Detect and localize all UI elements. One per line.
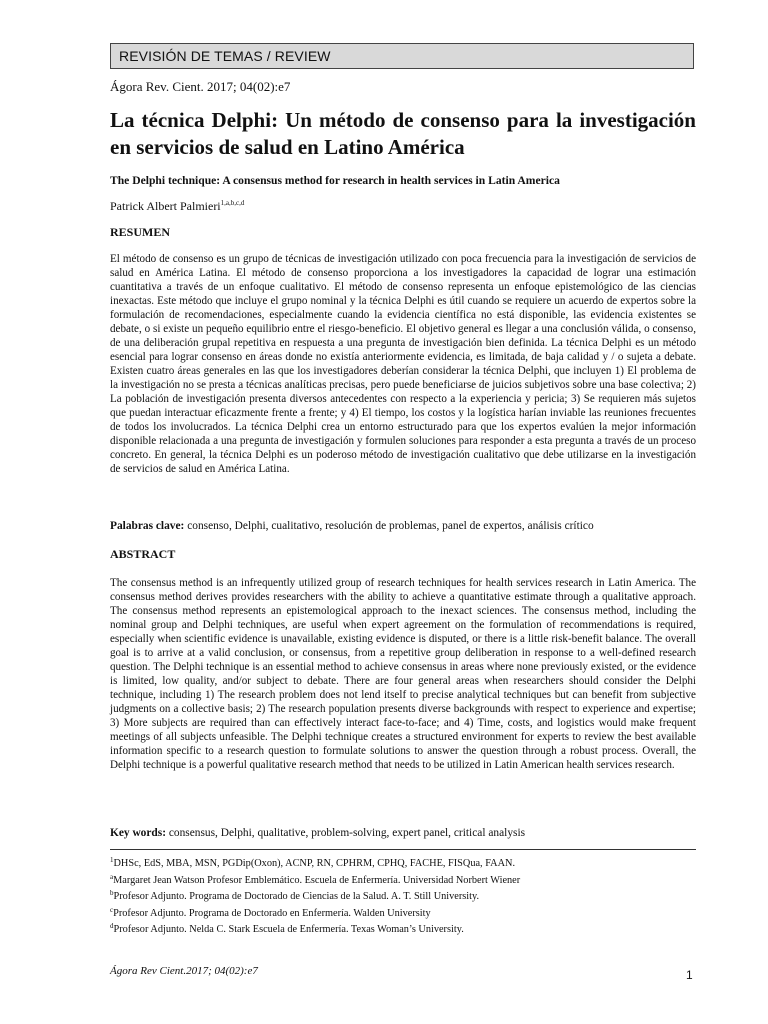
resumen-text: El método de consenso es un grupo de técnicas de investigación utilizado con poca frecuencia para la investigación de servicios de salud en América Latina. El método de consenso proporciona a los investigadores la capacidad de lograr una estimación cuantitativa a través de un enfoque cualitativo. El método de consenso representa un enfoque epistemológico de las ciencias inexactas. Este método que incluye el grupo nominal y la técnica Delphi es útil cuando se requiere un acuerdo de expertos sobre la formulación de recomendaciones, especialmente cuando la evidencia científica no está disponible, las evidencia existentes se debate, o si existe un pequeño equilibrio entre el riesgo-beneficio. El objetivo general es llegar a una conclusión válida, o consenso, de una deliberación grupal repetitiva en respuesta a una pregunta de investigación bien definida. La técnica Delphi es un método esencial para lograr consenso en áreas donde no existía anteriormente evidencia, es limitada, de baja calidad y / o sujeta a debate. Existen cuatro áreas generales en las que los investigadores deberían considerar la técnica Delphi, que incluyen 1) El problema de la investigación no se presta a técnicas analíticas precisas, pero puede beneficiarse de juicios subjetivos sobre una base colectiva; 2) La población de investigación presenta diversos antecedentes con respecto a la experiencia y pericia; 3) Se requieren más sujetos que puedan interactuar eficazmente frente a frente; y 4) El tiempo, los costos y la logística harían inviable las reuniones frecuentes de todos los involucrados. La técnica Delphi crea un entorno estructurado para que los expertos evalúen la mejor información disponible relacionada a una pregunta de investigación y formulen soluciones para responder a esta pregunta a través de un proceso concreto. En general, la técnica Delphi es un poderoso método de investigación cualitativo que debe utilizarse en la investigación de servicios de salud en América Latina. (110, 253, 696, 475)
footnote-item (110, 887, 696, 904)
footnote-mark: a (110, 872, 114, 881)
article-title-english: The Delphi technique: A consensus method for research in health services in Latin America (110, 174, 560, 187)
abstract-text: The consensus method is an infrequently utilized group of research techniques for health services research in Latin America. The consensus method derives provides researchers with the ability to achieve a quantitative estimate through a qualitative approach. The consensus method represents an epistemological approach to the inexact sciences. The consensus method, including the nominal group and Delphi techniques, are useful when expert agreement on the formulation of recommendations is required, especially when scientific evidence is unavailable, existing evidence is disputed, or there is a little risk-benefit balance. The overall goal is to arrive at a valid conclusion, or consensus, from a repetitive group deliberation in response to a well-defined research question. The Delphi technique is an essential method to achieve consensus in areas where none previously existed, or the evidence is limited, low quality, and/or subject to debate. There are four general areas when researchers should consider the Delphi technique, including 1) The research problem does not lend itself to precise analytical techniques but can benefit from subjective judgments on a collective basis; 2) The research population presents diverse backgrounds with respect to experience and expertise; 3) More subjects are required than can effectively interact face-to-face; and 4) Time, costs, and logistics would make frequent meetings of all subjects unfeasible. The Delphi technique creates a structured environment for experts to review the best available information specific to a research question to formulate solutions to answer the question through a robust process. Overall, the Delphi technique is a powerful qualitative research method that needs to be utilized in Latin American health services research. (110, 577, 696, 771)
author-line (110, 199, 244, 214)
footnotes (110, 854, 696, 937)
footnote-item (110, 854, 696, 871)
section-banner (110, 43, 694, 69)
footnote-text: Profesor Adjunto. Programa de Doctorado en Enfermería. Walden University (113, 907, 431, 919)
footnote-text: Profesor Adjunto. Programa de Doctorado de Ciencias de la Salud. A. T. Still University. (113, 891, 480, 903)
resumen-keywords-list: consenso, Delphi, cualitativo, resolución de problemas, panel de expertos, análisis crítico (187, 520, 594, 532)
abstract-keywords-label: Key words: (110, 827, 166, 839)
footnote-mark: b (110, 889, 114, 898)
footnote-text: Profesor Adjunto. Nelda C. Stark Escuela de Enfermería. Texas Woman’s University. (113, 924, 464, 936)
abstract-keywords (110, 827, 696, 839)
footnote-mark: d (110, 922, 114, 931)
page-number: 1 (686, 968, 693, 982)
footer-citation: Ágora Rev Cient.2017; 04(02):e7 (110, 965, 258, 977)
resumen-heading: RESUMEN (110, 225, 171, 239)
footnote-item (110, 871, 696, 888)
footnote-mark: 1 (110, 856, 114, 864)
footnote-text: Margaret Jean Watson Profesor Emblemático. Escuela de Enfermería. Universidad Norbert Wiener (113, 874, 521, 886)
footnote-mark: c (110, 905, 114, 914)
author-affiliation-marks: 1,a,b,c,d (220, 199, 245, 207)
author-name: Patrick Albert Palmieri (110, 199, 221, 213)
footnote-text: DHSc, EdS, MBA, MSN, PGDip(Oxon), ACNP, RN, CPHRM, CPHQ, FACHE, FISQua, FAAN. (113, 858, 516, 869)
footnote-item (110, 904, 696, 921)
resumen-keywords (110, 520, 696, 532)
section-label: REVISIÓN DE TEMAS / REVIEW (119, 48, 331, 64)
footnote-item (110, 920, 696, 937)
journal-citation: Ágora Rev. Cient. 2017; 04(02):e7 (110, 79, 291, 94)
footnote-divider (110, 849, 696, 850)
abstract-heading: ABSTRACT (110, 547, 176, 561)
abstract-keywords-list: consensus, Delphi, qualitative, problem-solving, expert panel, critical analysis (168, 827, 526, 839)
article-title: La técnica Delphi: Un método de consenso para la investigación en servicios de salud en Latino América (110, 108, 696, 159)
resumen-keywords-label: Palabras clave: (110, 520, 185, 532)
